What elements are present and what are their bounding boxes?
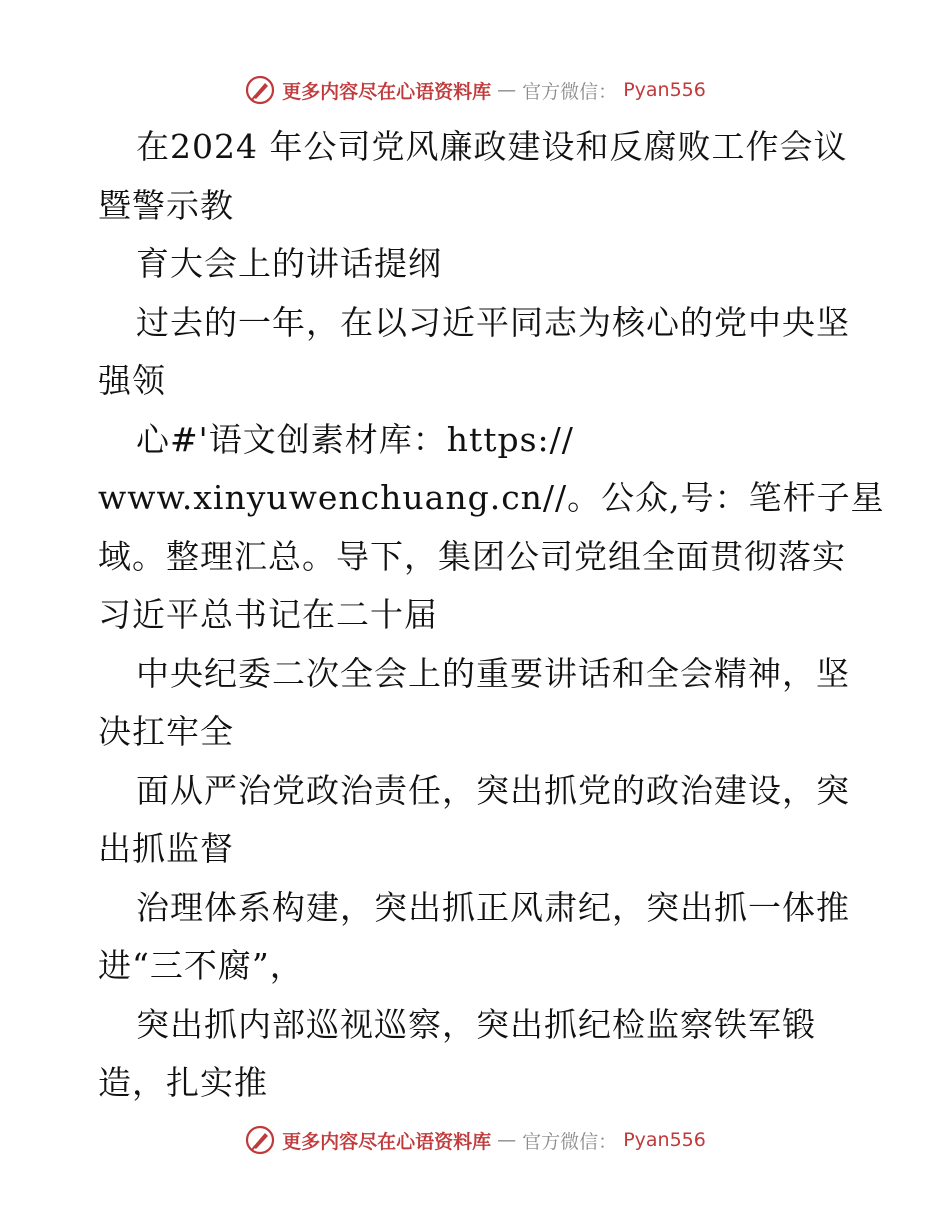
document-line: 过去的一年，在以习近平同志为核心的党中央坚 [136, 302, 850, 342]
watermark-wechat-label: 官方微信： [522, 1130, 618, 1153]
watermark-wechat-id: Pyan556 [623, 1129, 706, 1151]
watermark-title: 更多内容尽在心语资料库 [282, 1130, 492, 1153]
document-line: 面从严治党政治责任，突出抓党的政治建设，突 [136, 770, 850, 810]
header-watermark [0, 70, 950, 110]
document-line: 治理体系构建，突出抓正风肃纪，突出抓一体推 [136, 887, 850, 927]
quill-logo-icon [244, 74, 276, 106]
footer-watermark [0, 1120, 950, 1160]
document-line: 暨警示教 [98, 185, 234, 225]
watermark-wechat-label: 官方微信： [522, 80, 618, 103]
document-line: 决扛牢全 [98, 712, 234, 751]
watermark-separator: — [497, 1129, 517, 1151]
watermark-wechat-id: Pyan556 [623, 79, 706, 101]
document-line: 强领 [98, 361, 166, 400]
document-line: 域。整理汇总。导下，集团公司党组全面贯彻落实 [98, 536, 846, 576]
watermark-separator: — [497, 79, 517, 101]
document-line: 育大会上的讲话提纲 [136, 244, 442, 283]
document-line: 中央纪委二次全会上的重要讲话和全会精神，坚 [136, 653, 850, 693]
document-line: 进“三不腐”， [98, 946, 304, 985]
document-line: 出抓监督 [98, 829, 234, 868]
quill-logo-icon [244, 1124, 276, 1156]
document-body [98, 118, 885, 1113]
document-line: www.xinyuwenchuang.cn//。公众,号：笔杆子星 [98, 478, 885, 517]
document-line: 习近平总书记在二十届 [98, 595, 438, 634]
document-line: 造，扎实推 [98, 1063, 268, 1102]
watermark-title: 更多内容尽在心语资料库 [282, 80, 492, 103]
document-line: 心#'语文创素材库：https:// [136, 419, 574, 459]
document-line: 突出抓内部巡视巡察，突出抓纪检监察铁军锻 [136, 1004, 816, 1044]
document-line: 在2024 年公司党风廉政建设和反腐败工作会议 [136, 127, 848, 166]
